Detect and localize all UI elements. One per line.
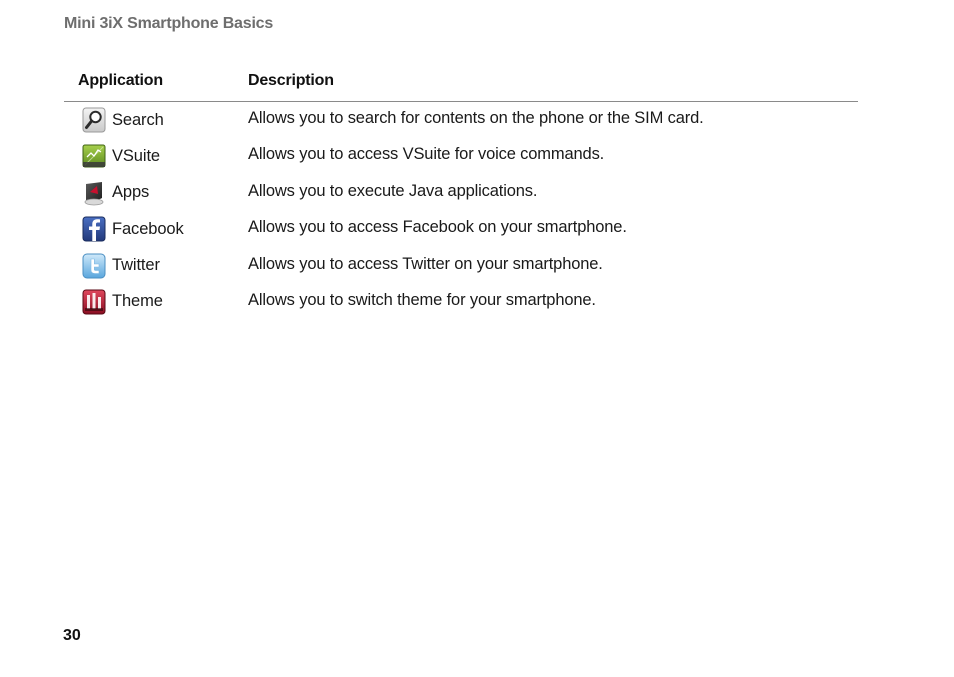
table-header-row: [64, 70, 858, 102]
application-cell: [82, 142, 160, 170]
application-name: Search: [112, 110, 164, 129]
application-description: Allows you to search for contents on the phone or the SIM card.: [248, 109, 704, 127]
running-header: Mini 3iX Smartphone Basics: [64, 15, 274, 32]
application-table: [64, 70, 858, 320]
table-row: [64, 175, 858, 211]
table-row: [64, 284, 858, 320]
facebook-icon: [82, 216, 106, 242]
table-row: [64, 102, 858, 138]
application-cell: [82, 106, 164, 134]
application-name: Twitter: [112, 256, 160, 275]
vsuite-icon: [82, 143, 106, 169]
table-row: [64, 138, 858, 174]
column-header-application: Application: [78, 72, 163, 89]
search-icon: [82, 107, 106, 133]
table-row: [64, 211, 858, 247]
application-name: Apps: [112, 183, 150, 202]
page-number: 30: [63, 627, 81, 644]
application-description: Allows you to switch theme for your smartphone.: [248, 290, 596, 309]
apps-icon: [82, 180, 106, 206]
application-name: VSuite: [112, 146, 161, 165]
application-name: Theme: [112, 292, 163, 311]
application-description: Allows you to execute Java applications.: [248, 181, 538, 200]
application-cell: [82, 179, 149, 207]
twitter-icon: [82, 253, 106, 279]
application-cell: [82, 215, 184, 243]
application-description: Allows you to access Facebook on your smartphone.: [248, 218, 627, 237]
application-cell: [82, 288, 163, 316]
theme-icon: [82, 289, 106, 315]
column-header-description: Description: [248, 72, 334, 89]
application-description: Allows you to access VSuite for voice commands.: [248, 145, 605, 164]
application-description: Allows you to access Twitter on your smartphone.: [248, 254, 603, 273]
application-name: Facebook: [112, 219, 184, 238]
application-cell: [82, 252, 160, 280]
table-row: [64, 248, 858, 284]
